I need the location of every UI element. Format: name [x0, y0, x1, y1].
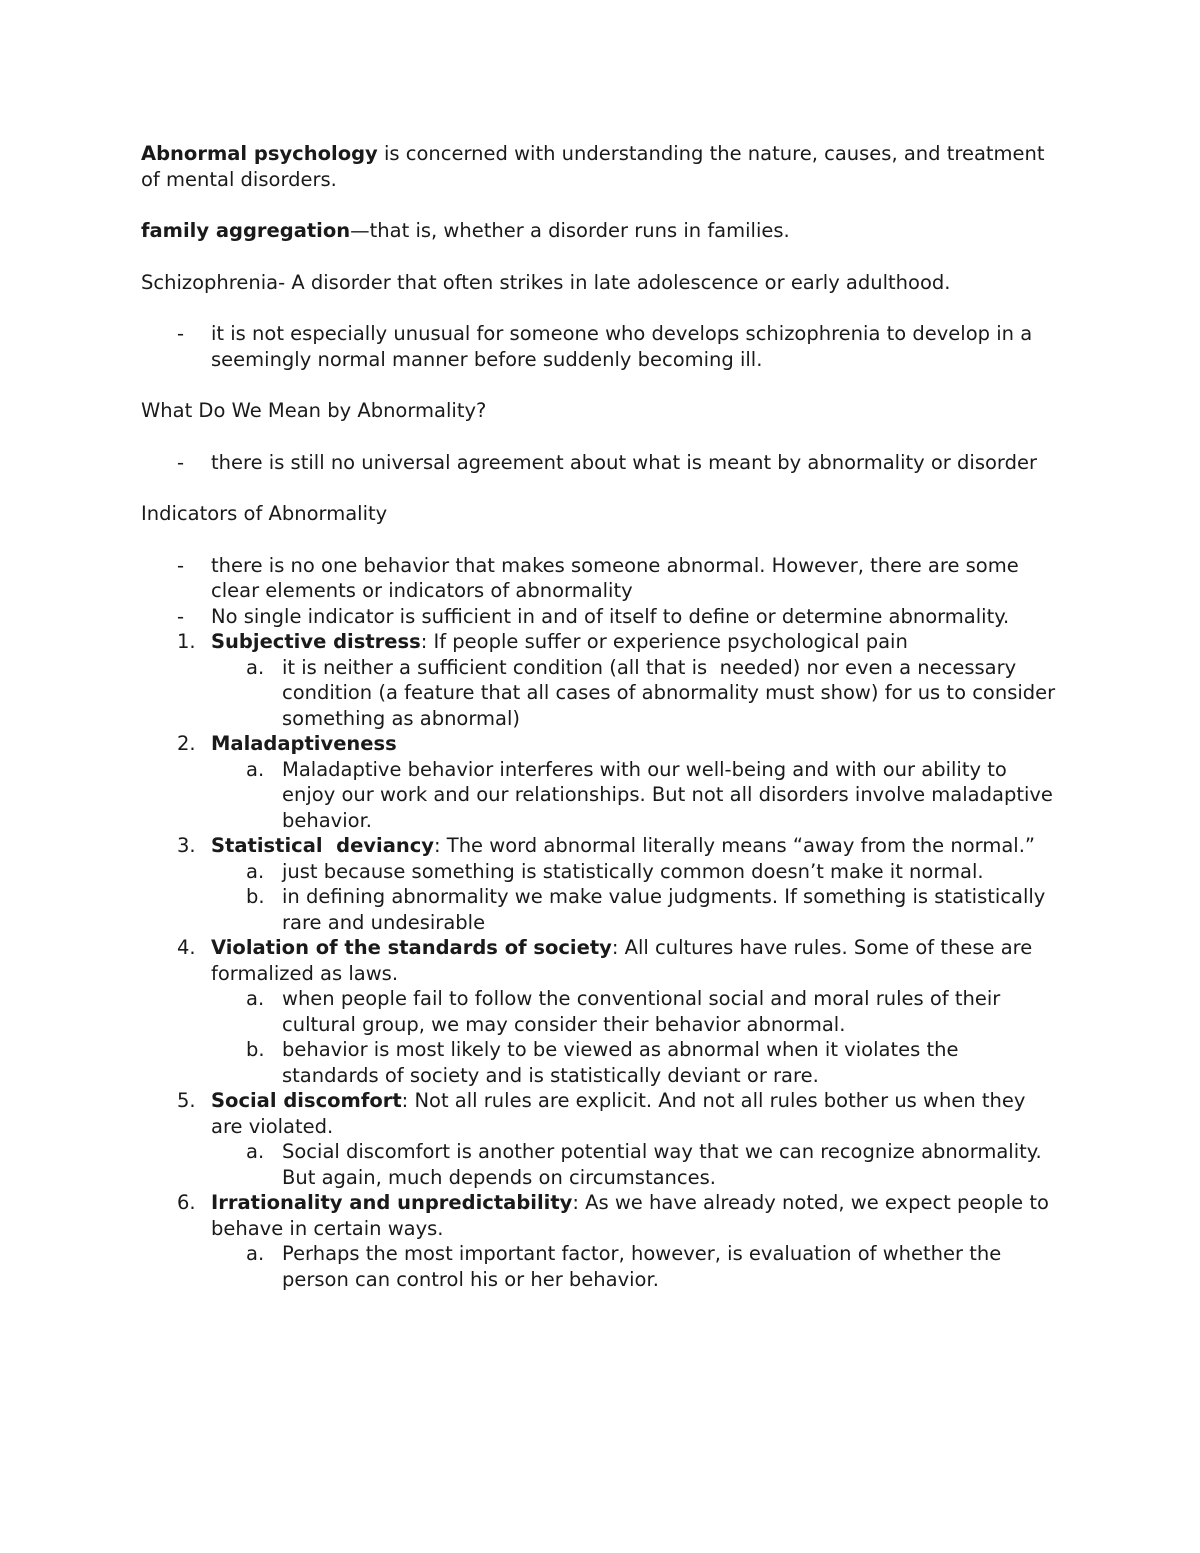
indicator-term: Social discomfort: [211, 1089, 402, 1112]
subitem-letter: a.: [246, 1140, 265, 1163]
indicator-description: : As we have already noted, we expect people to behave in certain ways.: [211, 1191, 1056, 1240]
indicator-term: Violation of the standards of society: [211, 936, 612, 959]
indicator-number: 3.: [177, 834, 196, 857]
indicator-description: : If people suffer or experience psychological pain: [420, 630, 908, 653]
paragraph-family-aggregation: family aggregation—that is, whether a disorder runs in families.: [141, 219, 790, 242]
abnormality-bullets: [141, 450, 1061, 476]
indicator-number: 4.: [177, 936, 196, 959]
dash-marker: -: [177, 553, 185, 577]
subitem-letter: a.: [246, 859, 265, 883]
subitem-text: just because something is statistically common doesn’t make it normal.: [282, 859, 984, 883]
indicator-subitem: [141, 986, 1061, 1037]
indicator-number: 2.: [177, 732, 196, 755]
paragraph-abnormal-psychology: Abnormal psychology is concerned with understanding the nature, causes, and treatment of mental disorders.: [141, 142, 1051, 191]
indicator-subitem: [141, 1037, 1061, 1088]
schizophrenia-bullets: [141, 321, 1061, 372]
subitem-text: behavior is most likely to be viewed as abnormal when it violates the standards of society and is statistically deviant or rare.: [282, 1038, 965, 1087]
list-item: - there is no one behavior that makes someone abnormal. However, there are some clear elements or indicators of abnormality: [177, 553, 1025, 602]
subitem-letter: b.: [246, 1038, 265, 1061]
subitem-letter: b.: [246, 885, 265, 908]
term-family-aggregation: family aggregation: [141, 219, 351, 242]
indicator-description: : All cultures have rules. Some of these are formalized as laws.: [211, 936, 1039, 985]
indicator-subitem: [141, 884, 1061, 935]
subitem-letter: a.: [246, 757, 265, 781]
indicator-item: [141, 629, 1061, 655]
indicator-item: [141, 1190, 1061, 1241]
document-body: [141, 141, 1068, 1292]
indicator-subitem: [141, 757, 1061, 834]
indicator-subitem: [141, 1139, 1061, 1190]
indicator-item: [141, 833, 1061, 859]
paragraph-schizophrenia: Schizophrenia- A disorder that often strikes in late adolescence or early adulthood.: [141, 270, 951, 294]
indicator-item: [141, 935, 1061, 986]
indicator-subitem: [141, 1241, 1061, 1292]
subitem-letter: a.: [246, 655, 265, 679]
heading-what-do-we-mean: What Do We Mean by Abnormality?: [141, 399, 487, 422]
indicator-description: : The word abnormal literally means “away from the normal.”: [434, 834, 1036, 857]
subitem-text: Perhaps the most important factor, however, is evaluation of whether the person can control his or her behavior.: [282, 1242, 1008, 1291]
indicator-item: [141, 731, 1061, 757]
list-item: - it is not especially unusual for someone who develops schizophrenia to develop in a seemingly normal manner before suddenly becoming ill.: [177, 322, 1039, 371]
indicator-term: Statistical deviancy: [211, 834, 435, 857]
indicator-number: 6.: [177, 1191, 196, 1214]
subitem-text: in defining abnormality we make value judgments. If something is statistically rare and undesirable: [282, 885, 1052, 934]
subitem-text: it is neither a sufficient condition (all that is needed) nor even a necessary condition (a feature that all cases of abnormality must show) for us to consider something as abnormal): [282, 655, 1068, 730]
subitem-text: Maladaptive behavior interferes with our well-being and with our ability to enjoy our work and our relationships. But not all disorders involve maladaptive behavior.: [282, 757, 1060, 832]
term-abnormal-psychology: Abnormal psychology: [141, 142, 378, 165]
indicators-numbered-list: [141, 629, 1068, 1292]
list-item: - there is still no universal agreement about what is meant by abnormality or disorder: [177, 450, 1037, 474]
indicator-item: [141, 1088, 1061, 1139]
subitem-text: when people fail to follow the conventional social and moral rules of their cultural group, we may consider their behavior abnormal.: [282, 987, 1007, 1036]
indicator-term: Subjective distress: [211, 630, 421, 653]
list-item: - No single indicator is sufficient in and of itself to define or determine abnormality.: [177, 604, 1010, 628]
indicators-bullets: [141, 553, 1061, 630]
indicator-number: 5.: [177, 1089, 196, 1112]
indicator-subitem: [141, 859, 1061, 885]
indicator-term: Irrationality and unpredictability: [211, 1191, 573, 1214]
dash-marker: -: [177, 322, 185, 345]
dash-marker: -: [177, 604, 185, 628]
subitem-letter: a.: [246, 987, 265, 1010]
heading-indicators: Indicators of Abnormality: [141, 502, 388, 525]
indicator-subitem: [141, 655, 1068, 732]
dash-marker: -: [177, 450, 185, 474]
subitem-letter: a.: [246, 1242, 265, 1265]
subitem-text: Social discomfort is another potential way that we can recognize abnormality. But again, much depends on circumstances.: [282, 1140, 1048, 1189]
indicator-number: 1.: [177, 630, 196, 653]
indicator-term: Maladaptiveness: [211, 732, 397, 755]
indicator-description: : Not all rules are explicit. And not all rules bother us when they are violated.: [211, 1089, 1032, 1138]
